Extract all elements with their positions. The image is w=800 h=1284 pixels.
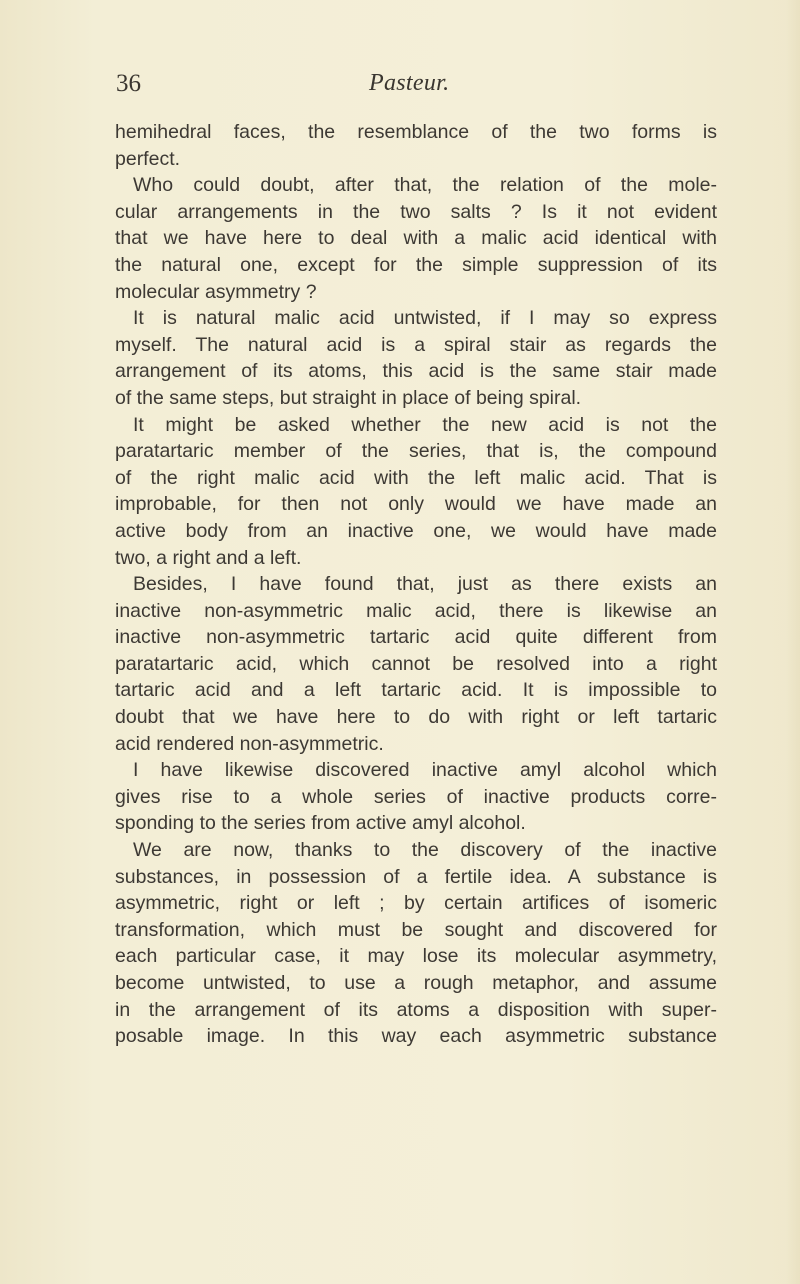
- text-line: It is natural malic acid untwisted, if I may so express: [133, 307, 717, 330]
- text-line: Besides, I have found that, just as there exists an: [133, 573, 717, 596]
- text-line: acid rendered non-asymmetric.: [115, 732, 384, 755]
- text-line: posable image. In this way each asymmetric substance: [115, 1025, 717, 1048]
- text-line: two, a right and a left.: [115, 546, 302, 569]
- text-line: We are now, thanks to the discovery of the inactive: [133, 839, 717, 862]
- running-head: [116, 70, 716, 110]
- text-line: perfect.: [115, 147, 181, 170]
- text-line: I have likewise discovered inactive amyl alcohol which: [133, 759, 717, 782]
- text-line: myself. The natural acid is a spiral stair as regards the: [115, 333, 717, 356]
- text-line: inactive non-asymmetric malic acid, there is likewise an: [115, 599, 717, 622]
- text-line: sponding to the series from active amyl alcohol.: [115, 812, 526, 835]
- body-text: [115, 119, 717, 1050]
- text-line: in the arrangement of its atoms a disposition with super-: [115, 998, 717, 1021]
- text-line: tartaric acid and a left tartaric acid. It is impossible to: [115, 679, 717, 702]
- text-line: become untwisted, to use a rough metaphor, and assume: [115, 972, 717, 994]
- text-line: cular arrangements in the two salts ? Is it not evident: [115, 200, 717, 223]
- text-line: active body from an inactive one, we would have made: [115, 519, 717, 542]
- text-line: asymmetric, right or left ; by certain artifices of isomeric: [115, 892, 717, 915]
- text-line: It might be asked whether the new acid is not the: [133, 413, 717, 436]
- text-line: the natural one, except for the simple suppression of its: [115, 253, 717, 276]
- text-line: arrangement of its atoms, this acid is the same stair made: [115, 360, 717, 383]
- text-line: inactive non-asymmetric tartaric acid quite different from: [115, 626, 717, 649]
- text-line: hemihedral faces, the resemblance of the two forms is: [115, 121, 717, 143]
- page-edge-shadow: [786, 0, 800, 1284]
- text-line: transformation, which must be sought and discovered for: [115, 918, 717, 941]
- text-line: doubt that we have here to do with right or left tartaric: [115, 706, 717, 729]
- running-title: Pasteur.: [369, 70, 450, 96]
- text-line: of the same steps, but straight in place of being spiral.: [115, 386, 582, 409]
- text-line: each particular case, it may lose its molecular asymmetry,: [115, 945, 717, 968]
- page-number: 36: [116, 70, 141, 97]
- text-line: molecular asymmetry ?: [115, 280, 317, 303]
- text-line: improbable, for then not only would we have made an: [115, 493, 717, 516]
- text-line: that we have here to deal with a malic acid identical with: [115, 227, 717, 250]
- text-line: substances, in possession of a fertile idea. A substance is: [115, 865, 717, 888]
- text-line: of the right malic acid with the left malic acid. That is: [115, 466, 717, 489]
- text-line: paratartaric acid, which cannot be resolved into a right: [115, 652, 717, 675]
- text-line: Who could doubt, after that, the relation of the mole-: [133, 174, 717, 197]
- text-line: paratartaric member of the series, that is, the compound: [115, 440, 717, 463]
- text-line: gives rise to a whole series of inactive products corre-: [115, 785, 717, 808]
